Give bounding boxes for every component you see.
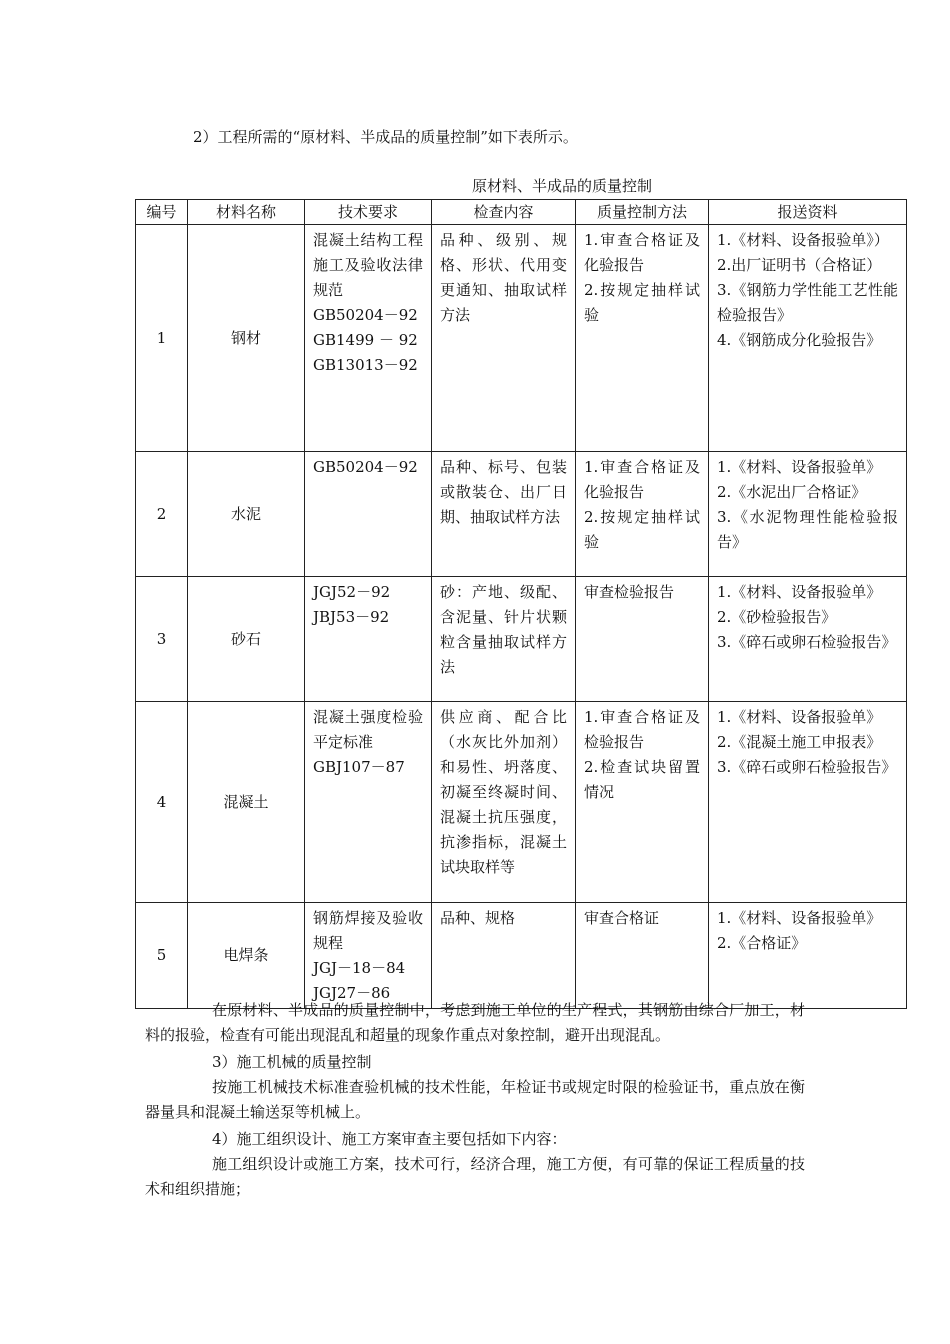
paragraph-machinery: 按施工机械技术标准查验机械的技术性能，年检证书或规定时限的检验证书，重点放在衡器量具和混凝土输送泵等机械上。 xyxy=(145,1078,805,1121)
row-material-name: 砂石 xyxy=(188,577,305,702)
section-heading-construction-plan: 4）施工组织设计、施工方案审查主要包括如下内容： xyxy=(212,1130,567,1148)
document-item: 3.《水泥物理性能检验报告》 xyxy=(717,508,898,551)
row-requirements xyxy=(305,702,432,903)
method-item: 1.审查合格证及检验报告 xyxy=(584,708,700,751)
row-material-name: 水泥 xyxy=(188,452,305,577)
row-requirements xyxy=(305,225,432,452)
requirement-item: JGJ52－92 xyxy=(313,583,391,601)
header-material-name: 材料名称 xyxy=(188,200,305,225)
requirement-item: 钢筋焊接及验收规程 xyxy=(313,909,423,952)
header-methods: 质量控制方法 xyxy=(576,200,709,225)
paragraph-material-control: 在原材料、半成品的质量控制中，考虑到施工单位的生产程式，其钢筋由综合厂加工，材料的报验，检查有可能出现混乱和超量的现象作重点对象控制，避开出现混乱。 xyxy=(145,1001,805,1044)
table-row xyxy=(136,225,907,452)
requirement-item: JGJ－18－84 xyxy=(313,959,406,977)
document-item: 3.《钢筋力学性能工艺性能检验报告》 xyxy=(717,281,898,324)
row-inspection: 砂：产地、级配、含泥量、针片状颗粒含量抽取试样方法 xyxy=(432,577,576,702)
table-header-row xyxy=(136,200,907,225)
method-item: 审查合格证 xyxy=(584,909,660,927)
row-material-name: 钢材 xyxy=(188,225,305,452)
requirement-item: GB1499 － 92 xyxy=(313,331,418,349)
requirement-item: GB50204－92 xyxy=(313,306,418,324)
document-item: 1.《材料、设备报验单》 xyxy=(717,458,882,476)
header-requirements: 技术要求 xyxy=(305,200,432,225)
document-item: 1.《材料、设备报验单》 xyxy=(717,909,882,927)
method-item: 1.审查合格证及化验报告 xyxy=(584,458,700,501)
table-row xyxy=(136,702,907,903)
method-item: 2.检查试块留置情况 xyxy=(584,758,700,801)
row-inspection: 品种、标号、包装或散装仓、出厂日期、抽取试样方法 xyxy=(432,452,576,577)
row-methods xyxy=(576,225,709,452)
table-row xyxy=(136,452,907,577)
quality-control-table xyxy=(135,199,907,1009)
row-documents xyxy=(709,903,907,1009)
document-item: 1.《材料、设备报验单》 xyxy=(717,583,882,601)
row-inspection: 供应商、配合比（水灰比外加剂）和易性、坍落度、初凝至终凝时间、混凝土抗压强度，抗渗指标，混凝土试块取样等 xyxy=(432,702,576,903)
row-no: 4 xyxy=(136,702,188,903)
row-methods xyxy=(576,577,709,702)
table-row xyxy=(136,903,907,1009)
header-documents: 报送资料 xyxy=(709,200,907,225)
row-documents xyxy=(709,452,907,577)
method-item: 1.审查合格证及化验报告 xyxy=(584,231,700,274)
row-documents xyxy=(709,225,907,452)
document-item: 2.《砂检验报告》 xyxy=(717,608,837,626)
row-requirements xyxy=(305,452,432,577)
intro-text: 2）工程所需的“原材料、半成品的质量控制”如下表所示。 xyxy=(193,128,578,146)
document-item: 3.《碎石或卵石检验报告》 xyxy=(717,758,897,776)
table-row xyxy=(136,577,907,702)
paragraph-construction-plan: 施工组织设计或施工方案，技术可行，经济合理，施工方便，有可靠的保证工程质量的技术和组织措施； xyxy=(145,1155,805,1198)
section-heading-machinery: 3）施工机械的质量控制 xyxy=(212,1053,372,1071)
document-item: 1.《材料、设备报验单》 xyxy=(717,708,882,726)
method-item: 审查检验报告 xyxy=(584,583,675,601)
row-inspection: 品种、规格 xyxy=(432,903,576,1009)
header-inspection: 检查内容 xyxy=(432,200,576,225)
document-item: 3.《碎石或卵石检验报告》 xyxy=(717,633,897,651)
row-documents xyxy=(709,577,907,702)
requirement-item: 混凝土结构工程施工及验收法律规范 xyxy=(313,231,423,299)
document-item: 2.《混凝土施工申报表》 xyxy=(717,733,882,751)
document-item: 2.出厂证明书（合格证） xyxy=(717,256,882,274)
row-documents xyxy=(709,702,907,903)
document-item: 1.《材料、设备报验单》） xyxy=(717,231,889,249)
method-item: 2.按规定抽样试验 xyxy=(584,508,700,551)
header-no: 编号 xyxy=(136,200,188,225)
row-material-name: 电焊条 xyxy=(188,903,305,1009)
table-caption: 原材料、半成品的质量控制 xyxy=(472,177,653,195)
row-no: 5 xyxy=(136,903,188,1009)
requirement-item: JGJ27－86 xyxy=(313,984,391,1002)
row-requirements xyxy=(305,577,432,702)
requirement-item: 混凝土强度检验平定标准 xyxy=(313,708,423,751)
row-methods xyxy=(576,702,709,903)
row-methods xyxy=(576,903,709,1009)
method-item: 2.按规定抽样试验 xyxy=(584,281,700,324)
requirement-item: GB13013－92 xyxy=(313,356,418,374)
requirement-item: JBJ53－92 xyxy=(313,608,390,626)
document-item: 2.《水泥出厂合格证》 xyxy=(717,483,867,501)
row-material-name: 混凝土 xyxy=(188,702,305,903)
document-item: 2.《合格证》 xyxy=(717,934,807,952)
row-no: 3 xyxy=(136,577,188,702)
row-requirements xyxy=(305,903,432,1009)
row-inspection: 品种、级别、规格、形状、代用变更通知、抽取试样方法 xyxy=(432,225,576,452)
row-no: 1 xyxy=(136,225,188,452)
row-methods xyxy=(576,452,709,577)
requirement-item: GBJ107－87 xyxy=(313,758,405,776)
row-no: 2 xyxy=(136,452,188,577)
requirement-item: GB50204－92 xyxy=(313,458,418,476)
document-item: 4.《钢筋成分化验报告》 xyxy=(717,331,882,349)
